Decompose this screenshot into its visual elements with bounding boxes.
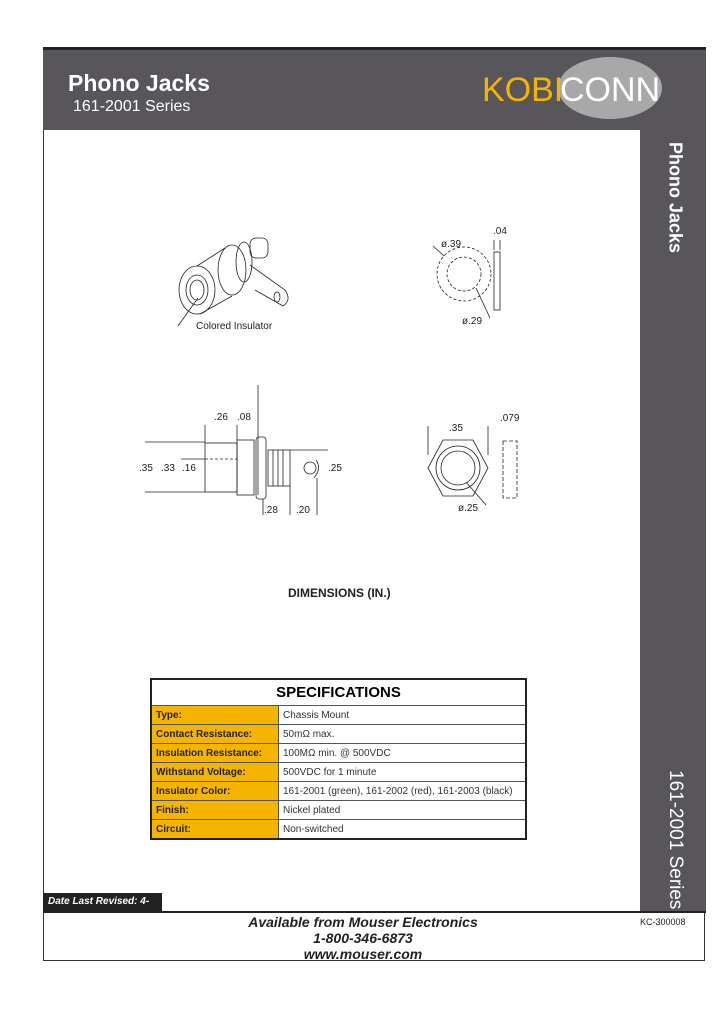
page-title: Phono Jacks: [68, 70, 210, 96]
spec-value: 100MΩ min. @ 500VDC: [279, 744, 527, 763]
table-row: [151, 725, 526, 744]
spec-key: Withstand Voltage:: [151, 763, 279, 782]
spec-value: 500VDC for 1 minute: [279, 763, 527, 782]
side-series: 161-2001 Series: [665, 770, 686, 910]
side-view-drawing: [145, 385, 328, 515]
spec-key: Insulator Color:: [151, 782, 279, 801]
footer-website[interactable]: www.mouser.com: [303, 946, 423, 962]
table-row: [151, 763, 526, 782]
table-row: [151, 744, 526, 763]
spec-value: Non-switched: [279, 820, 527, 840]
washer-drawing: [437, 247, 491, 301]
dimensions-caption: DIMENSIONS (IN.): [288, 586, 391, 600]
date-revised: Date Last Revised: 4-06-04: [43, 893, 162, 911]
table-row: [151, 820, 526, 840]
svg-text:.33: .33: [161, 463, 175, 474]
footer-divider: [43, 911, 706, 913]
jack-isometric-drawing: [178, 238, 288, 326]
svg-text:.16: .16: [182, 463, 196, 474]
table-row: [151, 782, 526, 801]
spec-value: 50mΩ max.: [279, 725, 527, 744]
spec-value: 161-2001 (green), 161-2002 (red), 161-2003 (black): [279, 782, 527, 801]
svg-text:.28: .28: [264, 505, 278, 516]
spec-key: Contact Resistance:: [151, 725, 279, 744]
spec-key: Insulation Resistance:: [151, 744, 279, 763]
specs-title: SPECIFICATIONS: [151, 679, 526, 706]
table-row: [151, 706, 526, 725]
page-subtitle: 161-2001 Series: [73, 98, 191, 115]
svg-text:ø.25: ø.25: [458, 503, 479, 514]
svg-text:.04: .04: [493, 226, 507, 237]
svg-text:.08: .08: [237, 412, 251, 423]
spec-value: Nickel plated: [279, 801, 527, 820]
spec-key: Finish:: [151, 801, 279, 820]
svg-text:Colored Insulator: Colored Insulator: [196, 321, 273, 332]
footer-phone: 1-800-346-6873: [313, 930, 413, 946]
svg-text:ø.39: ø.39: [441, 239, 462, 250]
spec-key: Type:: [151, 706, 279, 725]
svg-text:ø.29: ø.29: [462, 316, 483, 327]
spec-value: Chassis Mount: [279, 706, 527, 725]
spec-key: Circuit:: [151, 820, 279, 840]
table-row: [151, 801, 526, 820]
svg-text:.20: .20: [296, 505, 310, 516]
hex-nut-drawing: [428, 426, 517, 505]
specifications-table: [150, 678, 527, 840]
svg-text:.25: .25: [328, 463, 342, 474]
svg-text:CONN: CONN: [560, 71, 661, 109]
svg-text:.079: .079: [500, 413, 520, 424]
svg-text:.35: .35: [449, 423, 463, 434]
footer-availability: Available from Mouser Electronics: [248, 914, 478, 930]
svg-text:KOBI: KOBI: [482, 71, 564, 109]
side-title: Phono Jacks: [665, 142, 686, 254]
svg-text:.35: .35: [139, 463, 153, 474]
svg-text:.26: .26: [214, 412, 228, 423]
part-code: KC-300008: [640, 917, 686, 927]
